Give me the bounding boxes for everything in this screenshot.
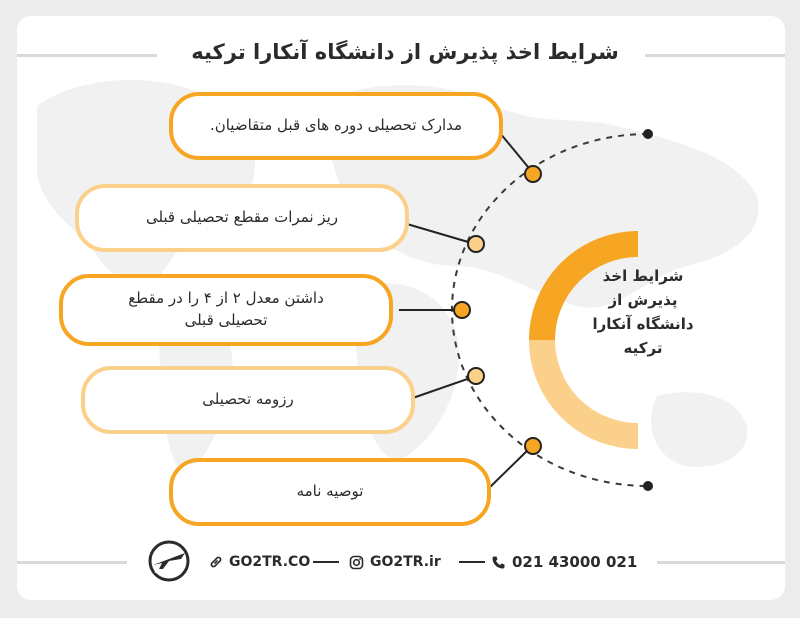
timeline-node-3 — [454, 302, 470, 318]
footer-separator-2 — [459, 561, 485, 563]
link-icon — [209, 555, 223, 569]
requirement-pill-4 — [81, 366, 415, 434]
footer-separator-1 — [313, 561, 339, 563]
center-label: شرایط اخذ پذیرش از دانشگاه آنکارا ترکیه — [592, 267, 694, 357]
requirement-pill-3 — [59, 274, 393, 346]
footer-divider-left — [17, 561, 127, 564]
instagram-link[interactable] — [349, 549, 441, 575]
timeline-node-2 — [468, 236, 484, 252]
infographic-card — [17, 16, 785, 600]
requirement-text-5: توصیه نامه — [296, 482, 364, 501]
connector-line-5 — [487, 446, 532, 490]
requirement-text-4: رزومه تحصیلی — [202, 390, 294, 409]
website-link[interactable] — [209, 549, 310, 575]
phone-link[interactable] — [491, 549, 637, 575]
arc-end-dot-top — [643, 129, 653, 139]
website-text: GO2TR.CO — [229, 554, 311, 570]
requirement-pill-5 — [169, 458, 491, 526]
requirement-pill-1 — [169, 92, 503, 160]
page-title: شرایط اخذ پذیرش از دانشگاه آنکارا ترکیه — [191, 40, 619, 64]
connector-line-4 — [407, 376, 476, 400]
timeline-node-1 — [525, 166, 541, 182]
phone-icon — [491, 555, 506, 570]
requirement-pill-2 — [75, 184, 409, 252]
connector-line-2 — [407, 224, 475, 244]
phone-text: 021 43000 021 — [512, 553, 638, 571]
requirement-text-2: ریز نمرات مقطع تحصیلی قبلی — [145, 208, 339, 227]
footer-divider-right — [657, 561, 785, 564]
airplane-logo-icon — [147, 539, 191, 583]
requirement-text-1: مدارک تحصیلی دوره های قبل متقاضیان. — [209, 116, 463, 135]
arc-end-dot-bottom — [643, 481, 653, 491]
timeline-node-5 — [525, 438, 541, 454]
timeline-node-4 — [468, 368, 484, 384]
instagram-icon — [349, 555, 364, 570]
requirement-text-3: داشتن معدل ۲ از ۴ را در مقطع تحصیلی قبلی — [128, 289, 324, 329]
instagram-text: GO2TR.ir — [370, 554, 441, 570]
